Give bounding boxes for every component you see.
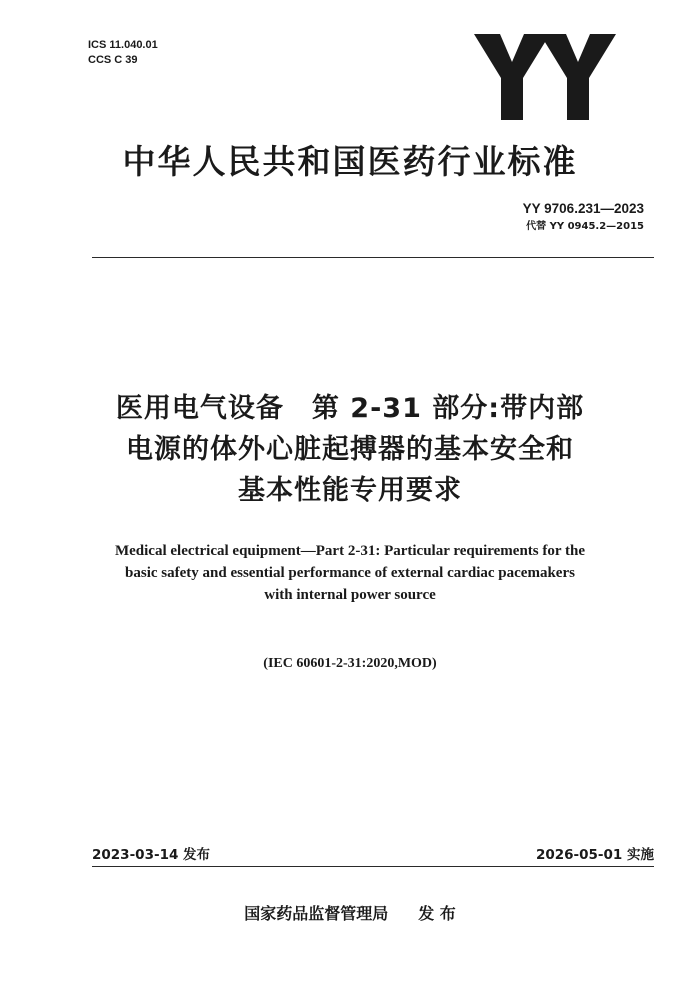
english-title-line-1: Medical electrical equipment—Part 2-31: Particular requirements for the: [114, 543, 586, 559]
english-title-line-2: basic safety and essential performance of external cardiac pacemakers: [125, 565, 575, 581]
chinese-title: [0, 388, 700, 511]
chinese-title-line-3: 基本性能专用要求: [238, 475, 462, 506]
english-title-line-3: with internal power source: [264, 587, 436, 603]
supersedes-note: 代替 YY 0945.2—2015: [526, 221, 644, 232]
top-divider: [92, 257, 654, 258]
english-title: [60, 540, 640, 606]
yy-logo-letter-2: [540, 34, 616, 120]
publish-label: 发 布: [418, 904, 456, 923]
standard-category-title: 中华人民共和国医药行业标准: [122, 142, 578, 181]
chinese-title-line-1: 医用电气设备 第 2-31 部分:带内部: [115, 393, 585, 424]
publisher-name: 国家药品监督管理局: [244, 904, 389, 923]
yy-logo: [474, 34, 616, 120]
bottom-divider: [92, 866, 654, 867]
standard-number: YY 9706.231—2023: [522, 201, 644, 216]
implementation-date: 2026-05-01 实施: [535, 847, 654, 863]
yy-logo-letter-1: [474, 34, 550, 120]
ccs-code: CCS C 39: [88, 54, 138, 66]
adoption-reference: (IEC 60601-2-31:2020,MOD): [263, 656, 437, 671]
issue-date: 2023-03-14 发布: [92, 847, 211, 863]
publisher-line: [0, 903, 700, 925]
ics-code: ICS 11.040.01: [88, 39, 158, 51]
chinese-title-line-2: 电源的体外心脏起搏器的基本安全和: [126, 434, 574, 465]
